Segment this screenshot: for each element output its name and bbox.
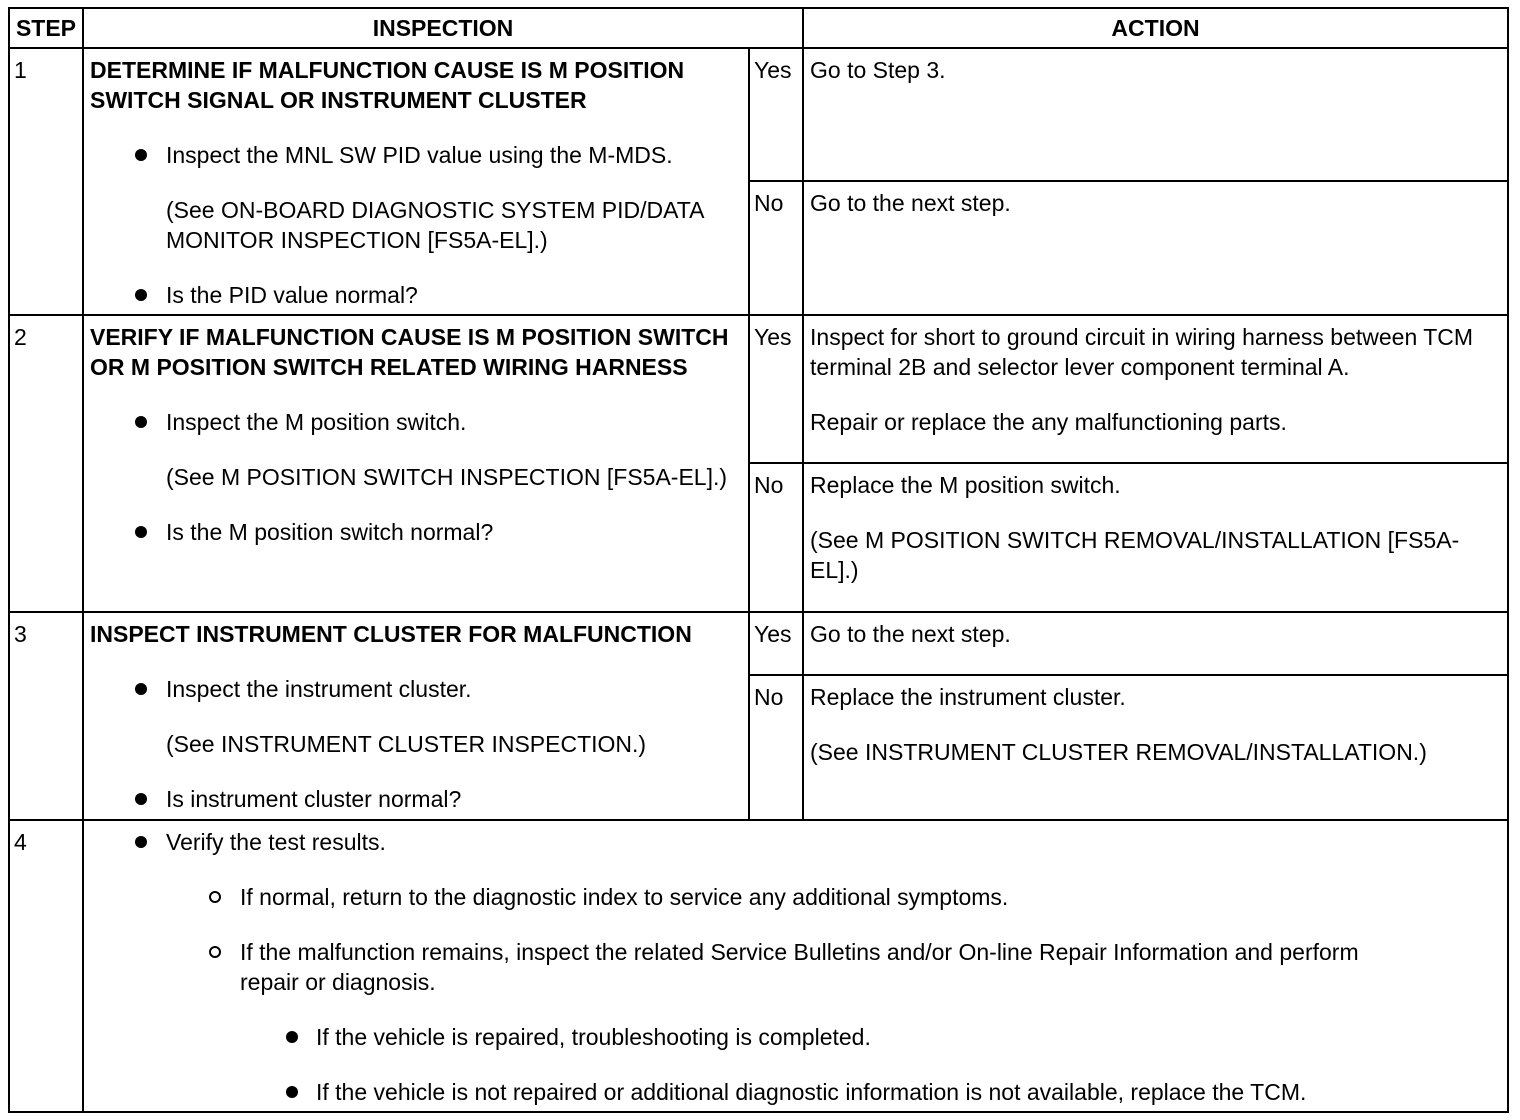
sub-sub-bullet-item: If the vehicle is not repaired or additional diagnostic information is not available, replace the TCM. [90, 1077, 1501, 1107]
action-text: Inspect for short to ground circuit in wiring harness between TCM terminal 2B and selector lever component terminal A. [810, 324, 1474, 380]
no-label: No [749, 181, 803, 315]
step-number: 1 [9, 48, 83, 315]
step-2-yes-row [9, 315, 1508, 463]
header-step: STEP [9, 8, 83, 48]
sub-sub-bullet-item: If the vehicle is repaired, troubleshooting is completed. [90, 1022, 1501, 1052]
step-title: VERIFY IF MALFUNCTION CAUSE IS M POSITION SWITCH OR M POSITION SWITCH RELATED WIRING HARNESS [90, 324, 729, 380]
bullet-item: Inspect the MNL SW PID value using the M-MDS. [90, 140, 742, 170]
step-number: 3 [9, 612, 83, 820]
sub-bullet-item: If the malfunction remains, inspect the related Service Bulletins and/or On-line Repair Information and perform repair or diagnosis. [90, 937, 1501, 997]
bullet-item: Verify the test results. [90, 827, 1501, 857]
yes-label: Yes [749, 612, 803, 675]
yes-label: Yes [749, 48, 803, 181]
action-text: Go to Step 3. [810, 57, 946, 83]
step-number: 4 [9, 820, 83, 1112]
header-action: ACTION [803, 8, 1508, 48]
action-text: Go to the next step. [810, 190, 1011, 216]
action-text: Repair or replace the any malfunctioning parts. [810, 409, 1287, 435]
bullet-item: Is instrument cluster normal? [90, 784, 742, 814]
bullet-item: Inspect the instrument cluster. [90, 674, 742, 704]
reference-text: (See INSTRUMENT CLUSTER INSPECTION.) [166, 731, 647, 757]
header-inspection: INSPECTION [83, 8, 803, 48]
no-action [803, 181, 1508, 315]
reference-text: (See ON-BOARD DIAGNOSTIC SYSTEM PID/DATA MONITOR INSPECTION [FS5A-EL].) [166, 197, 704, 253]
step-inspection [83, 315, 749, 612]
step-1-yes-row [9, 48, 1508, 181]
action-text: Go to the next step. [810, 621, 1011, 647]
step-title: DETERMINE IF MALFUNCTION CAUSE IS M POSITION SWITCH SIGNAL OR INSTRUMENT CLUSTER [90, 57, 685, 113]
diagnostic-table [8, 7, 1509, 1113]
no-action [803, 463, 1508, 612]
step-inspection [83, 612, 749, 820]
sub-bullet-item: If normal, return to the diagnostic index to service any additional symptoms. [90, 882, 1501, 912]
step-number: 2 [9, 315, 83, 612]
action-text: (See M POSITION SWITCH REMOVAL/INSTALLATION [FS5A-EL].) [810, 527, 1460, 583]
no-label: No [749, 463, 803, 612]
action-text: (See INSTRUMENT CLUSTER REMOVAL/INSTALLATION.) [810, 739, 1427, 765]
no-action [803, 675, 1508, 820]
yes-label: Yes [749, 315, 803, 463]
bullet-item: Is the PID value normal? [90, 280, 742, 310]
yes-action [803, 48, 1508, 181]
no-label: No [749, 675, 803, 820]
step-inspection [83, 48, 749, 315]
step-4-content [83, 820, 1508, 1112]
step-title: INSPECT INSTRUMENT CLUSTER FOR MALFUNCTION [90, 621, 692, 647]
header-row [9, 8, 1508, 48]
yes-action [803, 612, 1508, 675]
reference-text: (See M POSITION SWITCH INSPECTION [FS5A-EL].) [166, 464, 728, 490]
bullet-item: Is the M position switch normal? [90, 517, 742, 547]
yes-action [803, 315, 1508, 463]
bullet-item: Inspect the M position switch. [90, 407, 742, 437]
step-3-yes-row [9, 612, 1508, 675]
action-text: Replace the M position switch. [810, 472, 1121, 498]
action-text: Replace the instrument cluster. [810, 684, 1126, 710]
step-4-row [9, 820, 1508, 1112]
